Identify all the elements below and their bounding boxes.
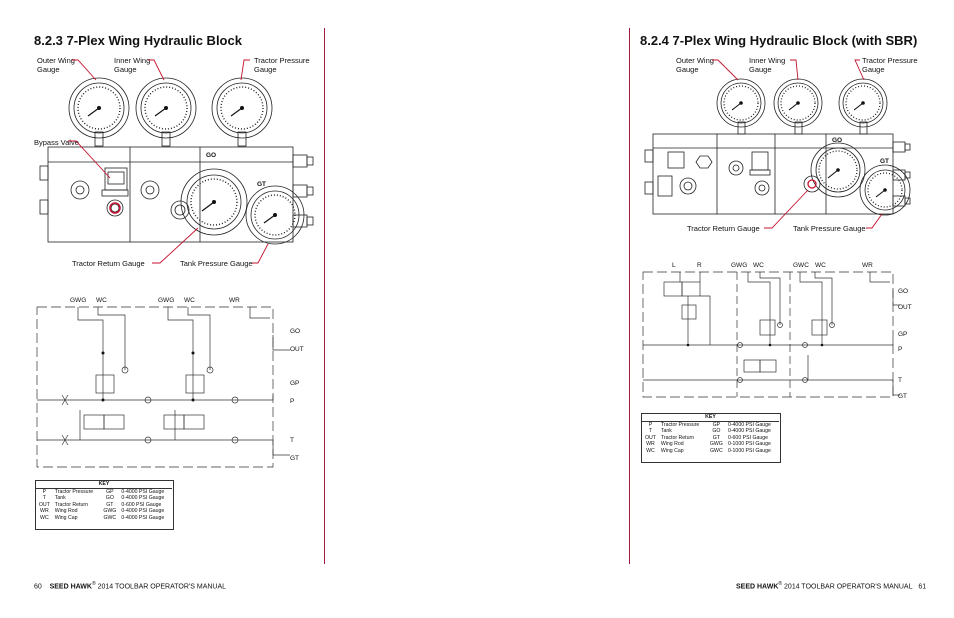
table-row: OUT Tractor Return GT 0-600 PSI Gauge — [38, 501, 162, 508]
left-callout-tank-pressure: Tank Pressure Gauge — [180, 259, 253, 268]
left-schem-top-wr: WR — [229, 297, 240, 304]
right-callout-tractor-return: Tractor Return Gauge — [687, 224, 760, 233]
right-section-title: 8.2.4 7-Plex Wing Hydraulic Block (with SBR) — [640, 33, 918, 48]
right-schem-gp: GP — [898, 331, 908, 338]
right-schem-top-gwc: GWC — [793, 262, 809, 269]
right-schem-top-wc-1: WC — [753, 262, 764, 269]
table-row: P Tractor Pressure GP 0-4000 PSI Gauge — [648, 421, 771, 428]
left-schem-out: OUT — [290, 346, 304, 353]
table-row: T Tank GO 0-4000 PSI Gauge — [648, 428, 771, 434]
right-go-mark: GO — [832, 137, 843, 144]
left-callout-tractor-pressure: Tractor Pressure Gauge — [254, 56, 310, 74]
right-key-header: KEY — [642, 414, 779, 421]
right-callout-tractor-pressure: Tractor Pressure Gauge — [862, 56, 918, 74]
right-schem-t: T — [898, 377, 902, 384]
right-footer-brand: SEED HAWK — [736, 583, 779, 591]
table-row: T Tank GO 0-4000 PSI Gauge — [42, 495, 165, 501]
left-schem-top-gwg-1: GWG — [70, 297, 87, 304]
left-schem-gt: GT — [290, 455, 300, 462]
left-footer: 60 SEED HAWK® 2014 TOOLBAR OPERATOR'S MANUAL — [34, 581, 227, 591]
right-callout-inner-wing: Inner Wing Gauge — [749, 56, 786, 74]
table-row: WR Wing Rod GWG 0-1000 PSI Gauge — [646, 441, 771, 447]
right-footer-manual: 2014 TOOLBAR OPERATOR'S MANUAL — [782, 583, 913, 591]
left-footer-brand: SEED HAWK — [49, 583, 92, 591]
right-key-table — [642, 414, 779, 454]
left-key-table — [36, 481, 172, 521]
left-callout-bypass-valve: Bypass Valve — [34, 138, 79, 147]
right-schem-top-l: L — [672, 262, 676, 269]
table-row: WR Wing Rod GWG 0-4000 PSI Gauge — [40, 508, 165, 514]
right-callout-tank-pressure: Tank Pressure Gauge — [793, 224, 866, 233]
right-schem-gt: GT — [898, 393, 908, 400]
right-callout-outer-wing: Outer Wing Gauge — [676, 56, 714, 74]
right-schem-top-r: R — [697, 262, 702, 269]
left-schem-gp: GP — [290, 380, 300, 387]
right-schem-p: P — [898, 346, 903, 353]
right-schem-out: OUT — [898, 304, 912, 311]
right-page-number: 61 — [918, 583, 927, 591]
left-schem-p: P — [290, 398, 295, 405]
left-go-mark: GO — [206, 152, 217, 159]
left-footer-manual: 2014 TOOLBAR OPERATOR'S MANUAL — [95, 583, 227, 591]
right-gt-mark: GT — [880, 158, 890, 165]
right-schem-top-wr: WR — [862, 262, 873, 269]
left-page-number: 60 — [34, 583, 42, 591]
right-schem-go: GO — [898, 288, 909, 295]
left-callout-outer-wing: Outer Wing Gauge — [37, 56, 75, 74]
right-footer: SEED HAWK® 2014 TOOLBAR OPERATOR'S MANUAL 61 — [736, 581, 927, 591]
table-row: WC Wing Cap GWC 0-1000 PSI Gauge — [646, 447, 771, 454]
left-callout-inner-wing: Inner Wing Gauge — [114, 56, 151, 74]
left-callout-tractor-return: Tractor Return Gauge — [72, 259, 145, 268]
left-gt-mark: GT — [257, 181, 267, 188]
left-section-title: 8.2.3 7-Plex Wing Hydraulic Block — [34, 33, 242, 48]
left-key-header: KEY — [36, 481, 172, 488]
left-schem-top-wc-1: WC — [96, 297, 107, 304]
table-row: P Tractor Pressure GP 0-4000 PSI Gauge — [42, 488, 165, 495]
table-row: WC Wing Cap GWC 0-4000 PSI Gauge — [40, 514, 165, 521]
table-row: OUT Tractor Return GT 0-600 PSI Gauge — [644, 434, 769, 441]
left-schem-top-wc-2: WC — [184, 297, 195, 304]
left-schem-top-gwg-2: GWG — [158, 297, 175, 304]
right-schem-top-gwg: GWG — [731, 262, 748, 269]
left-schem-t: T — [290, 437, 294, 444]
left-schem-go: GO — [290, 328, 301, 335]
right-schem-top-wc-2: WC — [815, 262, 826, 269]
